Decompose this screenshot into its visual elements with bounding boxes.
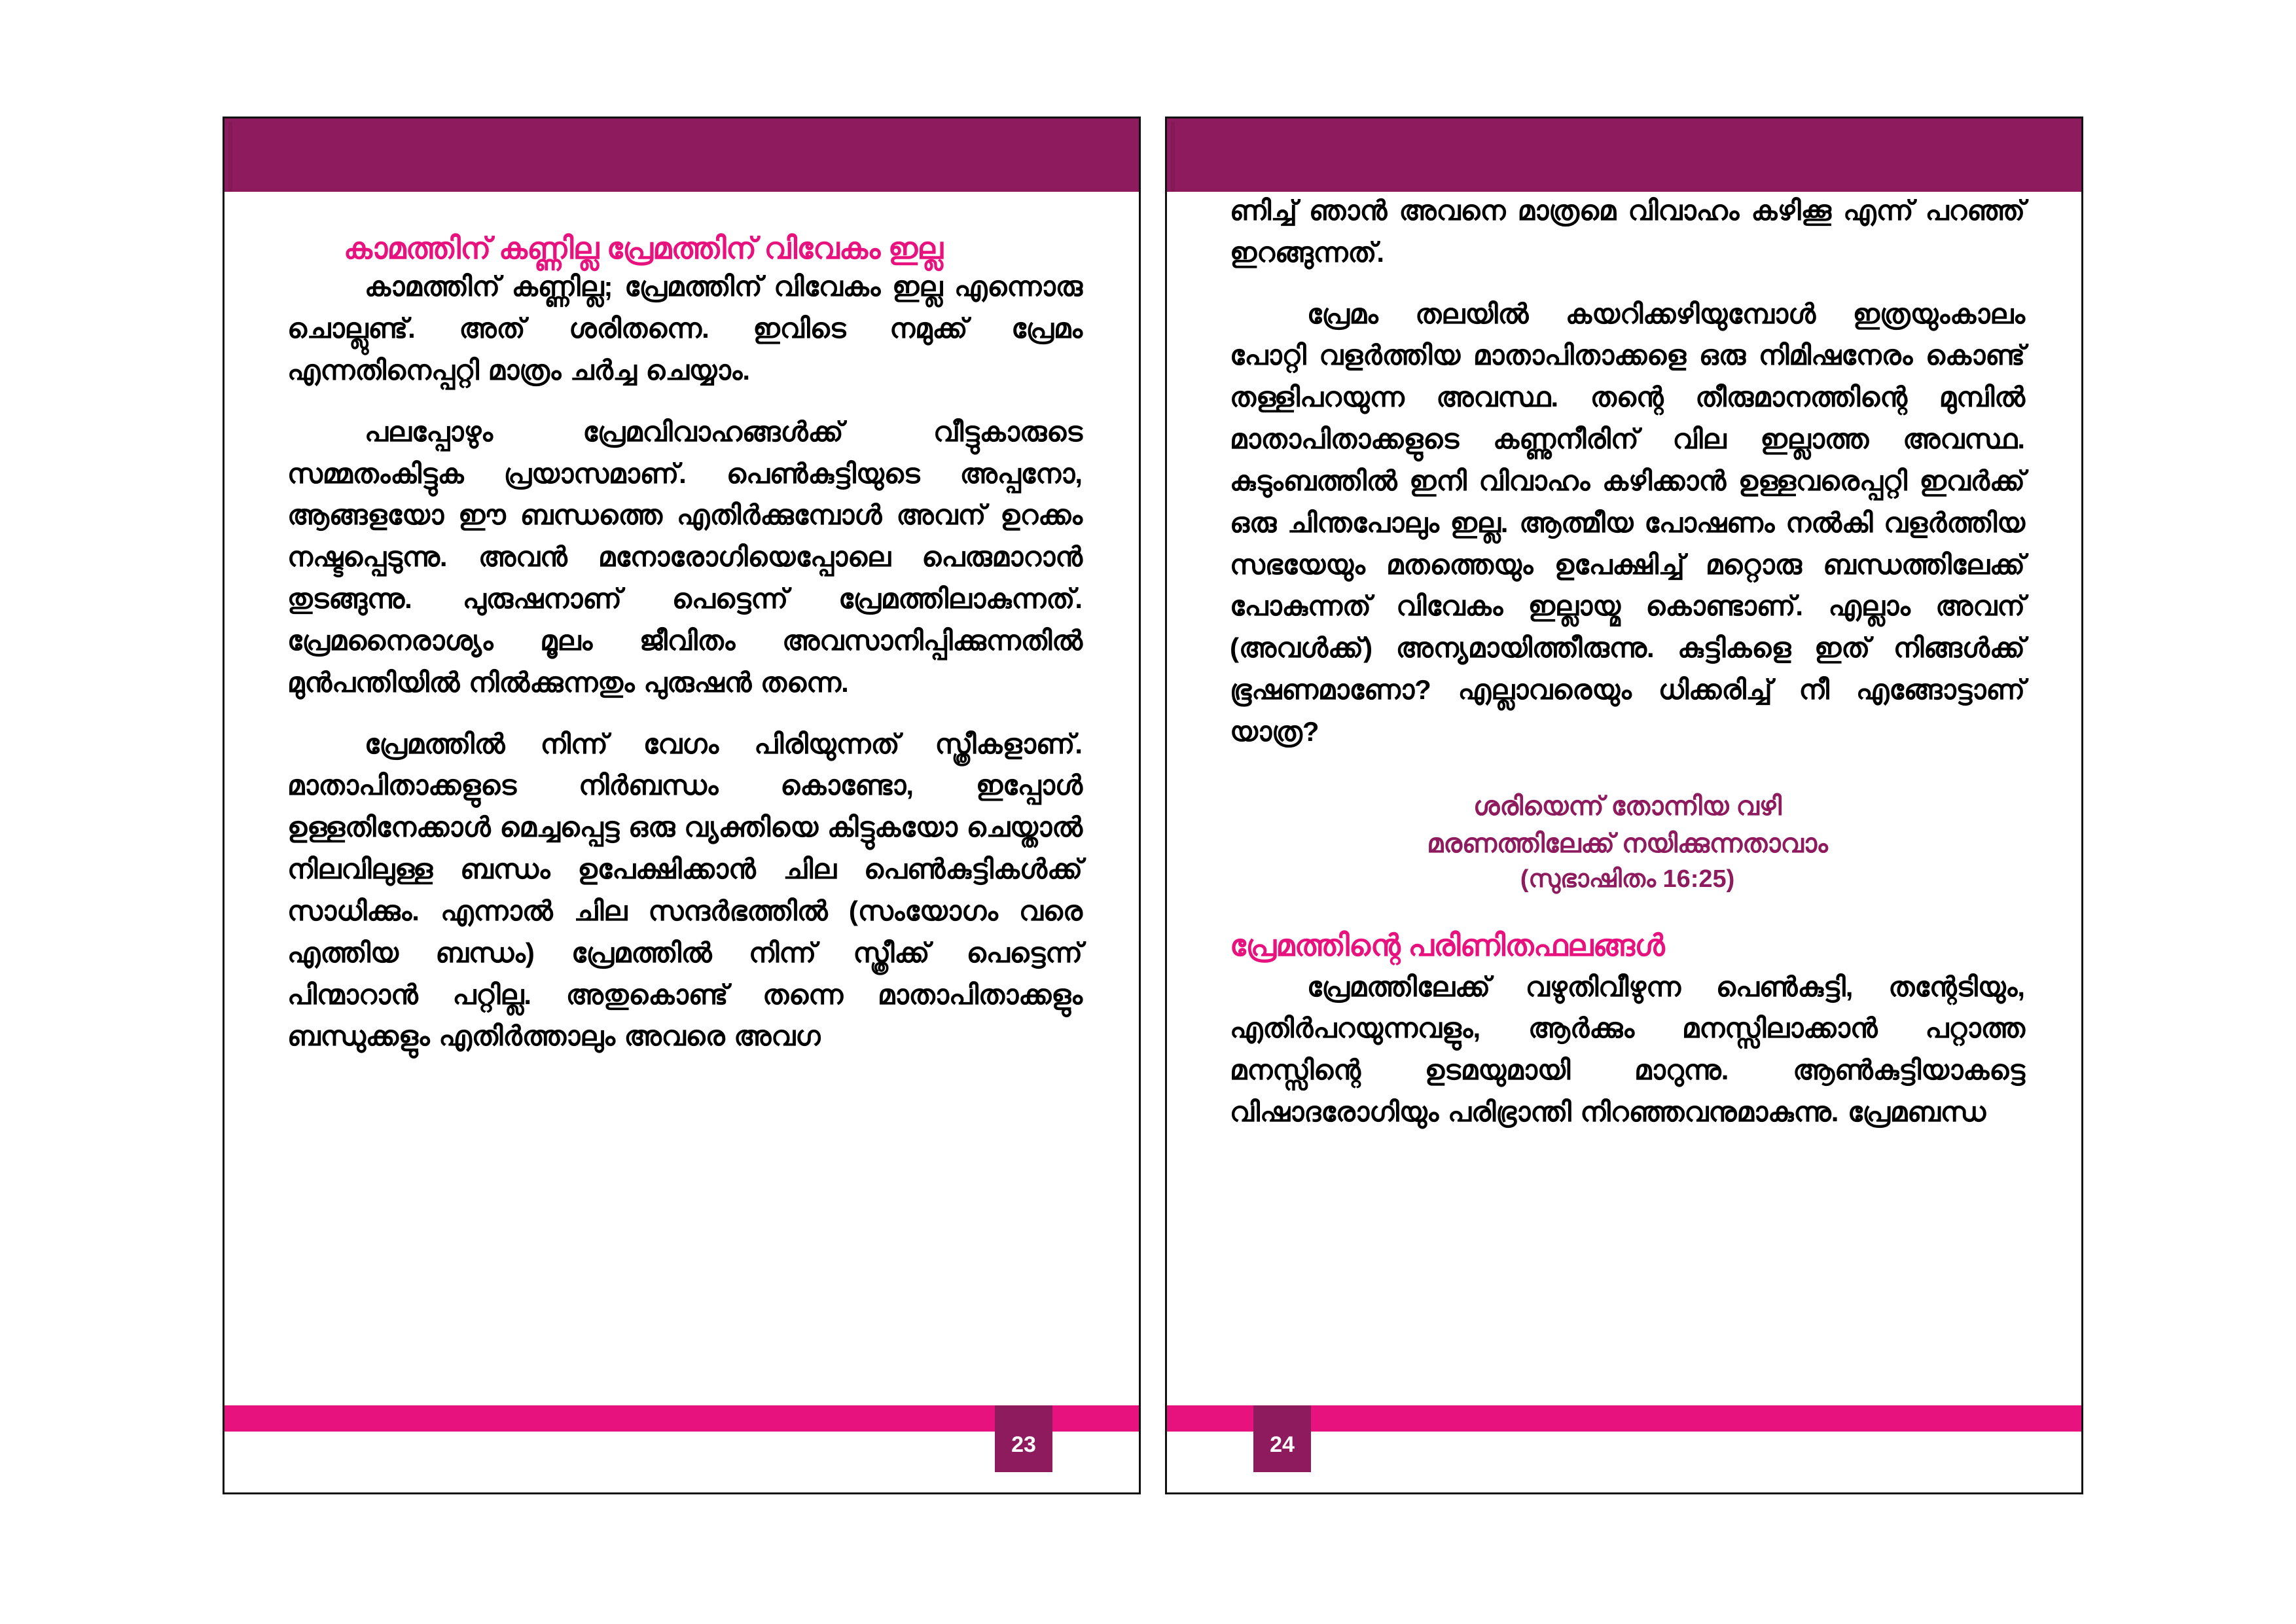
paragraph: പ്രേമത്തിൽ നിന്ന് വേഗം പിരിയുന്നത് സ്ത്രീകളാണ്. മാതാപിതാക്കളുടെ നിർബന്ധം കൊണ്ടോ, ഇപ്പോൾ ഉള്ളതിനേക്കാൾ മെച്ചപ്പെട്ട ഒരു വ്യക്തിയെ കിട്ടുകയോ ചെയ്താൽ നിലവിലുള്ള ബന്ധം ഉപേക്ഷിക്കാൻ ചില പെൺകുട്ടികൾക്ക് സാധിക്കും. എന്നാൽ ചില സന്ദർഭത്തിൽ (സംയോഗം വരെ എത്തിയ ബന്ധം) പ്രേമത്തിൽ നിന്ന് സ്ത്രീക്ക് പെട്ടെന്ന് പിന്മാറാൻ പറ്റില്ല. അതുകൊണ്ട് തന്നെ മാതാപിതാക്കളും ബന്ധുക്കളും എതിർത്താലും അവരെ അവഗ [287, 728, 1083, 1052]
paragraph: കാമത്തിന് കണ്ണില്ല; പ്രേമത്തിന് വിവേകം ഇല്ല എന്നൊരു ചൊല്ലുണ്ട്. അത് ശരിതന്നെ. ഇവിടെ നമുക്ക് പ്രേമം എന്നതിനെപ്പറ്റി മാത്രം ചർച്ച ചെയ്യാം. [287, 271, 1083, 386]
page-left [223, 117, 1141, 1494]
paragraph: ണിച്ച് ഞാൻ അവനെ മാത്രമെ വിവാഹം കഴിക്കൂ എന്ന് പറഞ്ഞ് ഇറങ്ങുന്നത്. [1230, 195, 2025, 268]
header-band-left [224, 117, 1139, 192]
header-band-right [1167, 117, 2081, 192]
quote-reference: (സുഭാഷിതം 16:25) [1520, 865, 1735, 893]
quote-line-2: മരണത്തിലേക്ക് നയിക്കുന്നതാവാം [1427, 829, 1828, 858]
scripture-quote [1230, 788, 2025, 898]
quote-line-1: ശരിയെന്ന് തോന്നിയ വഴി [1473, 791, 1782, 821]
page-bottom-rule-left [224, 1492, 1139, 1494]
page-title-left: കാമത്തിന് കണ്ണില്ല പ്രേമത്തിന് വിവേകം ഇല്ല [344, 231, 943, 265]
section-title-right: പ്രേമത്തിന്റെ പരിണിതഫലങ്ങൾ [1230, 928, 1665, 963]
page-right [1165, 117, 2083, 1494]
paragraph: പ്രേമത്തിലേക്ക് വഴുതിവീഴുന്ന പെൺകുട്ടി, തന്റേടിയും, എതിർപറയുന്നവളും, ആർക്കും മനസ്സിലാക്കാൻ പറ്റാത്ത മനസ്സിന്റെ ഉടമയുമായി മാറുന്നു. ആൺകുട്ടിയാകട്ടെ വിഷാദരോഗിയും പരിഭ്രാന്തി നിറഞ്ഞവനുമാകുന്നു. പ്രേമബന്ധ [1230, 971, 2025, 1128]
page-bottom-rule-right [1167, 1492, 2081, 1494]
page-number-left: 23 [995, 1405, 1052, 1472]
text-column-left [287, 190, 1083, 1383]
text-column-right [1230, 190, 2025, 1383]
page-number-right: 24 [1253, 1405, 1311, 1472]
paragraph: പലപ്പോഴും പ്രേമവിവാഹങ്ങൾക്ക് വീട്ടുകാരുടെ സമ്മതംകിട്ടുക പ്രയാസമാണ്. പെൺകുട്ടിയുടെ അപ്പനോ, ആങ്ങളയോ ഈ ബന്ധത്തെ എതിർക്കുമ്പോൾ അവന് ഉറക്കം നഷ്ടപ്പെടുന്നു. അവൻ മനോരോഗിയെപ്പോലെ പെരുമാറാൻ തുടങ്ങുന്നു. പുരുഷനാണ് പെട്ടെന്ന് പ്രേമത്തിലാകുന്നത്. പ്രേമനൈരാശ്യം മൂലം ജീവിതം അവസാനിപ്പിക്കുന്നതിൽ മുൻപന്തിയിൽ നിൽക്കുന്നതും പുരുഷൻ തന്നെ. [287, 416, 1083, 698]
paragraph: പ്രേമം തലയിൽ കയറിക്കഴിയുമ്പോൾ ഇത്രയുംകാലം പോറ്റി വളർത്തിയ മാതാപിതാക്കളെ ഒരു നിമിഷനേരം കൊണ്ട് തള്ളിപറയുന്ന അവസ്ഥ. തന്റെ തീരുമാനത്തിന്റെ മുമ്പിൽ മാതാപിതാക്കളുടെ കണ്ണുനീരിന് വില ഇല്ലാത്ത അവസ്ഥ. കുടുംബത്തിൽ ഇനി വിവാഹം കഴിക്കാൻ ഉള്ളവരെപ്പറ്റി ഇവർക്ക് ഒരു ചിന്തപോലും ഇല്ല. ആത്മീയ പോഷണം നൽകി വളർത്തിയ സഭയേയും മതത്തെയും ഉപേക്ഷിച്ച് മറ്റൊരു ബന്ധത്തിലേക്ക് പോകുന്നത് വിവേകം ഇല്ലായ്മ കൊണ്ടാണ്. എല്ലാം അവന് (അവൾക്ക്) അന്യമായിത്തീരുന്നു. കുട്ടികളെ ഇത് നിങ്ങൾക്ക് ഭൂഷണമാണോ? എല്ലാവരെയും ധിക്കരിച്ച് നീ എങ്ങോട്ടാണ് യാത്ര? [1230, 298, 2025, 747]
book-spread [223, 117, 2083, 1494]
